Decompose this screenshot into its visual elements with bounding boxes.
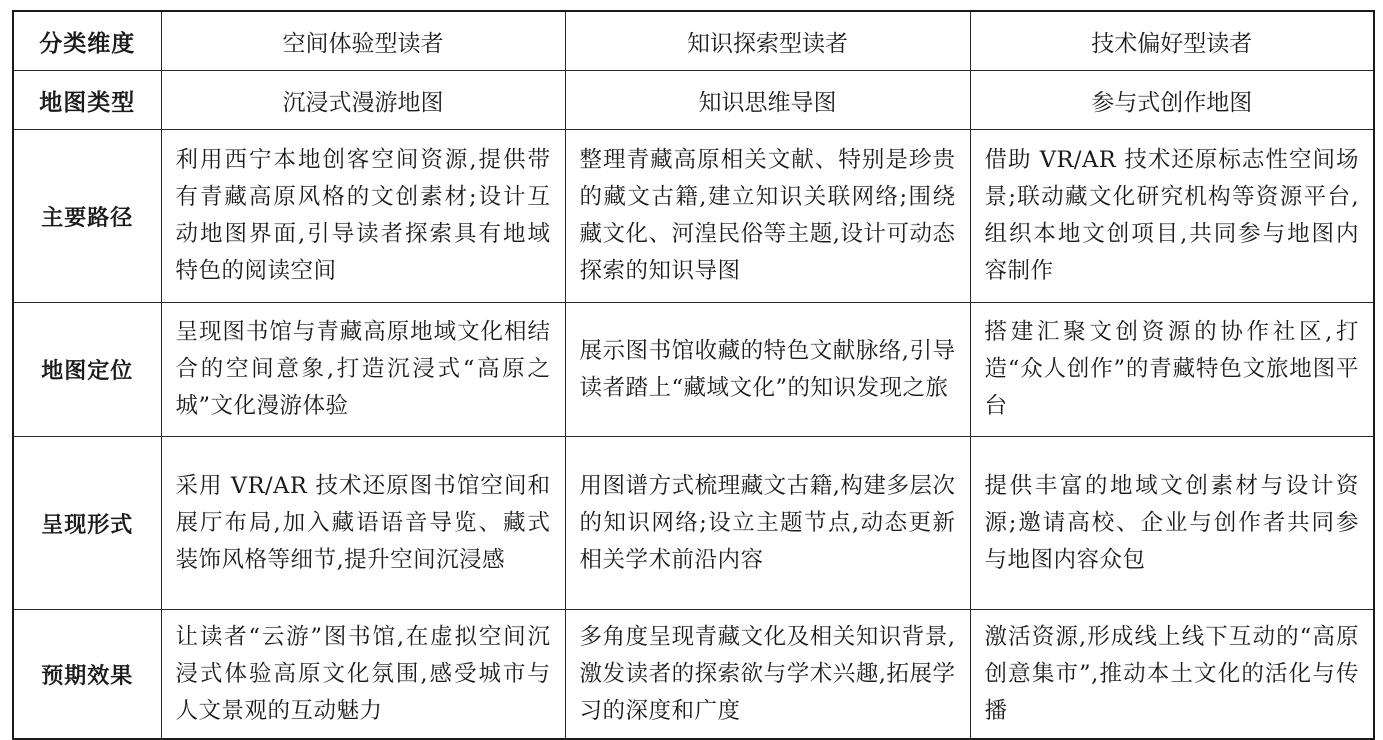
cell-main-path-tech: 借助 VR/AR 技术还原标志性空间场景;联动藏文化研究机构等资源平台,组织本地文创项目,共同参与地图内容制作 (970, 130, 1374, 303)
table-row-expected-effect (13, 610, 1374, 740)
table-header-row (13, 11, 1374, 71)
row-label-expected-effect: 预期效果 (13, 610, 161, 740)
row-label-main-path: 主要路径 (13, 130, 161, 303)
cell-presentation-tech: 提供丰富的地域文创素材与设计资源;邀请高校、企业与创作者共同参与地图内容众包 (970, 437, 1374, 610)
table-row-map-type (13, 71, 1374, 130)
table-row-main-path (13, 130, 1374, 303)
cell-map-type-spatial: 沉浸式漫游地图 (161, 71, 565, 130)
cell-effect-tech: 激活资源,形成线上线下互动的“高原创意集市”,推动本土文化的活化与传播 (970, 610, 1374, 740)
header-dimension: 分类维度 (13, 11, 161, 71)
cell-main-path-spatial: 利用西宁本地创客空间资源,提供带有青藏高原风格的文创素材;设计互动地图界面,引导读者探索具有地域特色的阅读空间 (161, 130, 565, 303)
row-label-map-type: 地图类型 (13, 71, 161, 130)
row-label-positioning: 地图定位 (13, 303, 161, 437)
comparison-table-container (12, 10, 1373, 740)
header-knowledge-reader: 知识探索型读者 (565, 11, 970, 71)
table-row-presentation (13, 437, 1374, 610)
cell-positioning-tech: 搭建汇聚文创资源的协作社区,打造“众人创作”的青藏特色文旅地图平台 (970, 303, 1374, 437)
cell-positioning-spatial: 呈现图书馆与青藏高原地域文化相结合的空间意象,打造沉浸式“高原之城”文化漫游体验 (161, 303, 565, 437)
row-label-presentation: 呈现形式 (13, 437, 161, 610)
header-tech-reader: 技术偏好型读者 (970, 11, 1374, 71)
cell-map-type-knowledge: 知识思维导图 (565, 71, 970, 130)
header-spatial-reader: 空间体验型读者 (161, 11, 565, 71)
cell-effect-spatial: 让读者“云游”图书馆,在虚拟空间沉浸式体验高原文化氛围,感受城市与人文景观的互动魅力 (161, 610, 565, 740)
cell-effect-knowledge: 多角度呈现青藏文化及相关知识背景,激发读者的探索欲与学术兴趣,拓展学习的深度和广度 (565, 610, 970, 740)
cell-positioning-knowledge: 展示图书馆收藏的特色文献脉络,引导读者踏上“藏域文化”的知识发现之旅 (565, 303, 970, 437)
reader-type-map-table (12, 10, 1375, 740)
cell-presentation-spatial: 采用 VR/AR 技术还原图书馆空间和展厅布局,加入藏语语音导览、藏式装饰风格等细节,提升空间沉浸感 (161, 437, 565, 610)
cell-presentation-knowledge: 用图谱方式梳理藏文古籍,构建多层次的知识网络;设立主题节点,动态更新相关学术前沿内容 (565, 437, 970, 610)
cell-main-path-knowledge: 整理青藏高原相关文献、特别是珍贵的藏文古籍,建立知识关联网络;围绕藏文化、河湟民俗等主题,设计可动态探索的知识导图 (565, 130, 970, 303)
table-row-positioning (13, 303, 1374, 437)
cell-map-type-tech: 参与式创作地图 (970, 71, 1374, 130)
